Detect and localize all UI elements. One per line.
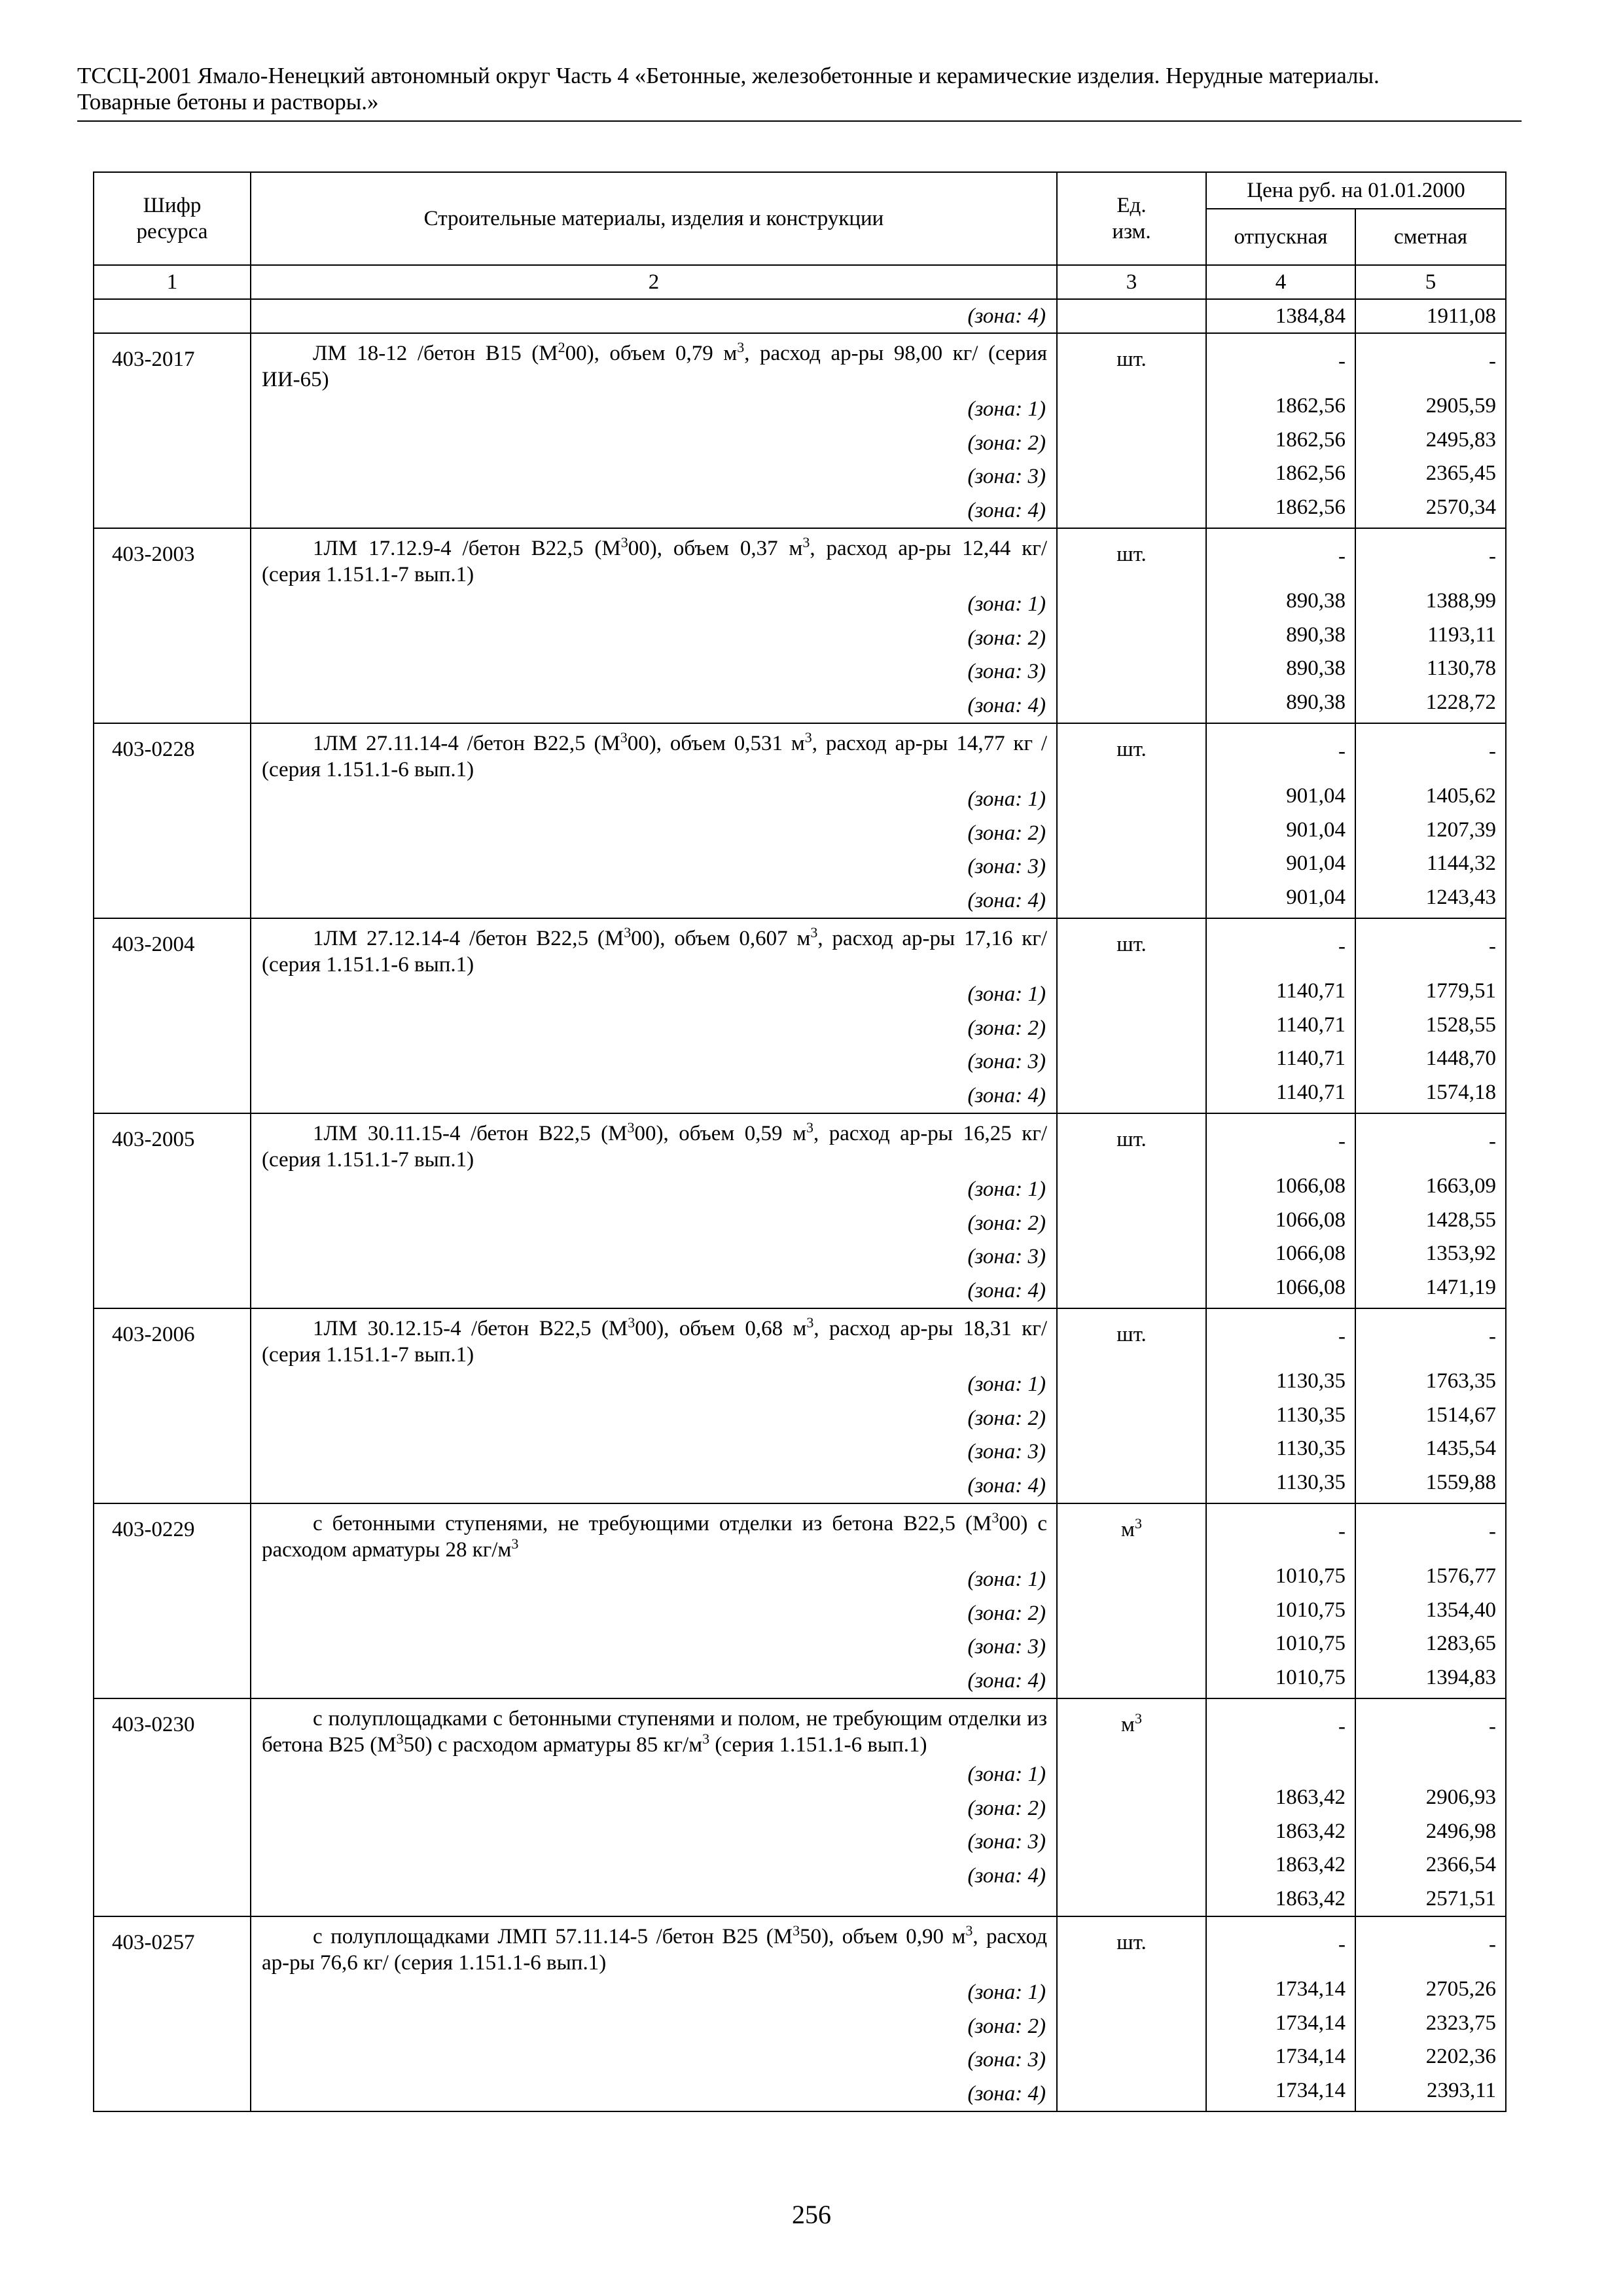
estimate-price: 1471,19 xyxy=(1425,1275,1497,1299)
estimate-price: 2571,51 xyxy=(1425,1886,1497,1910)
release-price: 1010,75 xyxy=(1275,1564,1346,1588)
estimate-price: 1144,32 xyxy=(1426,852,1497,875)
release-price: 1130,35 xyxy=(1275,1470,1346,1494)
zone-label: (зона: 3) xyxy=(967,465,1046,488)
estimate-price: 1559,88 xyxy=(1425,1470,1497,1494)
estimate-price-base: - xyxy=(1489,740,1497,763)
unit-text: шт. xyxy=(1116,348,1147,371)
estimate-price-base: - xyxy=(1489,935,1497,958)
release-price: 1140,71 xyxy=(1275,1080,1346,1104)
unit-text: шт. xyxy=(1116,738,1147,761)
superscript: 3 xyxy=(802,534,810,550)
release-price: 1140,71 xyxy=(1275,979,1346,1003)
release-price: 890,38 xyxy=(1286,622,1346,647)
zone-label: (зона: 4) xyxy=(967,1083,1046,1107)
estimate-price: 2570,34 xyxy=(1425,495,1497,519)
estimate-price: 1528,55 xyxy=(1425,1013,1497,1037)
description-text: 00), объем 0,59 м xyxy=(634,1122,806,1145)
table-row xyxy=(94,723,1506,918)
estimate-price-base: - xyxy=(1489,1933,1497,1956)
zone-label: (зона: 2) xyxy=(967,821,1046,845)
zone-label: (зона: 2) xyxy=(967,1406,1046,1430)
unit-of-measure xyxy=(1058,1504,1205,1543)
release-price-base: - xyxy=(1338,740,1346,763)
release-price: 1010,75 xyxy=(1275,1632,1346,1655)
estimate-price: 1779,51 xyxy=(1425,979,1497,1003)
header-line-1: ТССЦ-2001 Ямало-Ненецкий автономный округ Часть 4 «Бетонные, железобетонные и керамические изделия. Нерудные материалы. xyxy=(77,63,1380,88)
release-price: 1140,71 xyxy=(1275,1013,1346,1037)
release-price: 1130,35 xyxy=(1275,1437,1346,1460)
zone-label: (зона: 1) xyxy=(967,1568,1046,1591)
column-number: 5 xyxy=(1355,265,1506,299)
description-text: , расход ар-ры 98,00 кг/ (серия ИИ-65) xyxy=(262,342,1048,391)
release-price: 1384,84 xyxy=(1275,304,1346,328)
description-text: , расход ар-ры 18,31 кг/ (серия 1.151.1-7 вып.1) xyxy=(262,1317,1048,1367)
superscript: 3 xyxy=(806,1314,814,1331)
zone-label: (зона: 3) xyxy=(967,1050,1046,1073)
description-text: с бетонными ступенями, не требующими отделки из бетона В22,5 (М xyxy=(313,1512,992,1535)
zone-label: (зона: 3) xyxy=(967,2048,1046,2072)
release-price: 1734,14 xyxy=(1275,1977,1346,2001)
unit-of-measure xyxy=(1058,1309,1205,1348)
material-description xyxy=(251,1504,1056,1563)
estimate-price: 1130,78 xyxy=(1426,656,1497,680)
release-price: 901,04 xyxy=(1286,885,1346,909)
resource-code: 403-0228 xyxy=(94,723,251,918)
release-price: 1863,42 xyxy=(1275,1819,1346,1843)
zone-label: (зона: 1) xyxy=(967,787,1046,811)
zone-label: (зона: 3) xyxy=(967,660,1046,683)
release-price: 1862,56 xyxy=(1275,495,1346,519)
resource-code: 403-2003 xyxy=(94,528,251,723)
superscript: 3 xyxy=(702,1731,710,1747)
material-description xyxy=(251,724,1056,783)
zone-label: (зона: 4) xyxy=(967,1863,1046,1888)
material-description xyxy=(251,529,1056,588)
release-price-base: - xyxy=(1338,935,1346,958)
description-text: , расход ар-ры 14,77 кг / (серия 1.151.1-6 вып.1) xyxy=(262,732,1047,781)
unit-superscript: 3 xyxy=(1134,1710,1142,1727)
release-price: 1734,14 xyxy=(1275,2045,1346,2068)
zone-label: (зона: 1) xyxy=(967,1981,1046,2004)
unit-text: м xyxy=(1121,1713,1135,1736)
estimate-price: 1435,54 xyxy=(1425,1437,1497,1460)
superscript: 3 xyxy=(810,924,818,941)
superscript: 3 xyxy=(793,1922,800,1939)
zone-label: (зона: 1) xyxy=(967,397,1046,421)
estimate-price-base: - xyxy=(1489,1325,1497,1348)
release-price: 1863,42 xyxy=(1275,1785,1346,1809)
estimate-price: 2393,11 xyxy=(1426,2078,1497,2102)
unit-text: шт. xyxy=(1116,1128,1147,1151)
estimate-price-base: - xyxy=(1489,545,1497,568)
release-price-base: - xyxy=(1338,1933,1346,1956)
zone-label: (зона: 4) xyxy=(967,2081,1046,2106)
header-name: Строительные материалы, изделия и конструкции xyxy=(251,172,1057,265)
estimate-price: 1576,77 xyxy=(1425,1564,1497,1588)
material-description xyxy=(251,1114,1056,1173)
estimate-price: 1283,65 xyxy=(1425,1632,1497,1655)
resource-code: 403-2017 xyxy=(94,333,251,528)
estimate-price: 1353,92 xyxy=(1425,1242,1497,1265)
description-text: ЛМ 18-12 /бетон В15 (М xyxy=(313,342,558,365)
description-text: , расход ар-ры 16,25 кг/ (серия 1.151.1-7 вып.1) xyxy=(262,1122,1047,1172)
superscript: 3 xyxy=(737,339,745,355)
release-price: 1066,08 xyxy=(1275,1208,1346,1232)
estimate-price: 2365,45 xyxy=(1425,461,1497,485)
zone-label: (зона: 4) xyxy=(967,693,1046,717)
unit-of-measure xyxy=(1058,1114,1205,1153)
material-description xyxy=(251,1917,1056,1976)
zone-label: (зона: 4) xyxy=(967,1473,1046,1498)
price-table xyxy=(93,171,1507,2112)
description-text: 1ЛМ 27.11.14-4 /бетон В22,5 (М xyxy=(313,732,620,755)
estimate-price: 2905,59 xyxy=(1425,394,1497,418)
estimate-price: 1911,08 xyxy=(1426,304,1497,328)
zone-label: (зона: 1) xyxy=(967,592,1046,616)
zone-label: (зона: 3) xyxy=(967,855,1046,878)
estimate-price-base: - xyxy=(1489,350,1497,373)
estimate-price: 1388,99 xyxy=(1425,589,1497,613)
unit-text: м xyxy=(1121,1518,1135,1541)
zone-label: (зона: 3) xyxy=(967,1635,1046,1659)
column-number: 3 xyxy=(1057,265,1206,299)
table-row xyxy=(94,333,1506,528)
empty-code-cell xyxy=(94,299,251,333)
description-text: 00), объем 0,37 м xyxy=(628,537,803,560)
unit-of-measure xyxy=(1058,919,1205,958)
estimate-price: 1428,55 xyxy=(1425,1208,1497,1232)
release-price: 901,04 xyxy=(1286,784,1346,808)
superscript: 3 xyxy=(628,1314,635,1331)
description-text: 1ЛМ 30.11.15-4 /бетон В22,5 (М xyxy=(313,1122,628,1145)
superscript: 3 xyxy=(620,534,628,550)
table-row xyxy=(94,918,1506,1113)
unit-text: шт. xyxy=(1116,933,1147,956)
estimate-price: 1405,62 xyxy=(1425,784,1497,808)
estimate-price: 1763,35 xyxy=(1425,1369,1497,1393)
release-price: 1734,14 xyxy=(1275,2011,1346,2035)
release-price-base: - xyxy=(1338,1520,1346,1543)
estimate-price: 1207,39 xyxy=(1425,817,1497,842)
description-text: , расход ар-ры 17,16 кг/ (серия 1.151.1-6 вып.1) xyxy=(262,927,1048,977)
release-price: 1863,42 xyxy=(1275,1853,1346,1876)
estimate-price: 2366,54 xyxy=(1425,1853,1497,1876)
continuation-row xyxy=(94,299,1506,333)
table-row xyxy=(94,1698,1506,1916)
release-price: 1862,56 xyxy=(1275,394,1346,418)
description-text: с полуплощадками с бетонными ступенями и полом, не требующим отделки из бетона В25 (М xyxy=(262,1707,1047,1757)
release-price: 1130,35 xyxy=(1275,1369,1346,1393)
estimate-price: 1574,18 xyxy=(1425,1080,1497,1104)
resource-code: 403-0257 xyxy=(94,1916,251,2111)
zone-label: (зона: 4) xyxy=(967,1668,1046,1693)
release-price: 890,38 xyxy=(1286,690,1346,714)
release-price: 1862,56 xyxy=(1275,427,1346,452)
material-description xyxy=(251,1699,1056,1758)
release-price-base: - xyxy=(1338,545,1346,568)
page-number: 256 xyxy=(792,2200,831,2229)
description-text: 00) с расходом арматуры 28 кг/м xyxy=(262,1512,1047,1562)
unit-of-measure xyxy=(1058,1699,1205,1738)
estimate-price-base: - xyxy=(1489,1715,1497,1738)
zone-label: (зона: 2) xyxy=(967,1016,1046,1040)
zone-label: (зона: 2) xyxy=(967,626,1046,650)
resource-code: 403-0229 xyxy=(94,1503,251,1698)
superscript: 3 xyxy=(804,729,812,745)
material-description xyxy=(251,919,1056,978)
estimate-price: 2495,83 xyxy=(1425,427,1497,452)
table-row xyxy=(94,1916,1506,2111)
release-price: 890,38 xyxy=(1286,656,1346,680)
zone-label: (зона: 4) xyxy=(967,498,1046,522)
superscript: 3 xyxy=(991,1509,999,1526)
zone-label: (зона: 2) xyxy=(967,2014,1046,2038)
estimate-price: 1448,70 xyxy=(1425,1047,1497,1070)
zone-label: (зона: 1) xyxy=(967,1763,1046,1786)
zone-label: (зона: 2) xyxy=(967,1211,1046,1235)
description-text: , расход ар-ры 12,44 кг/ (серия 1.151.1-7 вып.1) xyxy=(262,537,1048,586)
column-number: 2 xyxy=(251,265,1057,299)
superscript: 3 xyxy=(396,1731,404,1747)
superscript: 3 xyxy=(627,1119,635,1136)
description-text: 00), объем 0,68 м xyxy=(635,1317,807,1340)
estimate-price: 1193,11 xyxy=(1427,622,1497,647)
zone-label: (зона: 1) xyxy=(967,1177,1046,1201)
zone-label: (зона: 4) xyxy=(967,1278,1046,1302)
estimate-price-base: - xyxy=(1489,1520,1497,1543)
description-text: (серия 1.151.1-6 вып.1) xyxy=(709,1733,927,1757)
empty-unit-cell xyxy=(1057,299,1206,333)
release-price-base: - xyxy=(1338,1325,1346,1348)
description-text: 1ЛМ 17.12.9-4 /бетон В22,5 (М xyxy=(313,537,621,560)
header-release-price: отпускная xyxy=(1206,209,1355,265)
release-price: 1010,75 xyxy=(1275,1665,1346,1689)
description-text: 1ЛМ 30.12.15-4 /бетон В22,5 (М xyxy=(313,1317,628,1340)
table-row xyxy=(94,528,1506,723)
zone-label: (зона: 3) xyxy=(967,1245,1046,1268)
release-price: 1140,71 xyxy=(1275,1047,1346,1070)
resource-code: 403-2004 xyxy=(94,918,251,1113)
estimate-price-base: - xyxy=(1489,1130,1497,1153)
header-unit: Ед. изм. xyxy=(1057,172,1206,265)
release-price-base: - xyxy=(1338,350,1346,373)
zone-label: (зона: 1) xyxy=(967,982,1046,1006)
zone-label: (зона: 1) xyxy=(967,1372,1046,1396)
superscript: 3 xyxy=(511,1535,519,1552)
release-price: 890,38 xyxy=(1286,589,1346,613)
description-text: 00), объем 0,531 м xyxy=(627,732,805,755)
description-text: 50) с расходом арматуры 85 кг/м xyxy=(403,1733,703,1757)
resource-code: 403-2006 xyxy=(94,1308,251,1503)
estimate-price: 1243,43 xyxy=(1425,885,1497,909)
resource-code: 403-0230 xyxy=(94,1698,251,1916)
estimate-price: 1354,40 xyxy=(1425,1598,1497,1622)
header-estimate-price: сметная xyxy=(1355,209,1506,265)
release-price: 1734,14 xyxy=(1275,2078,1346,2102)
estimate-price: 2705,26 xyxy=(1425,1977,1497,2001)
header-line-2: Товарные бетоны и растворы.» xyxy=(77,89,379,115)
header-code: Шифр ресурса xyxy=(94,172,251,265)
zone-label: (зона: 2) xyxy=(967,431,1046,455)
release-price: 1066,08 xyxy=(1275,1242,1346,1265)
description-text: 1ЛМ 27.12.14-4 /бетон В22,5 (М xyxy=(313,927,624,950)
release-price: 1010,75 xyxy=(1275,1598,1346,1622)
superscript: 2 xyxy=(558,339,565,355)
release-price: 901,04 xyxy=(1286,852,1346,875)
unit-superscript: 3 xyxy=(1134,1515,1142,1532)
estimate-price: 1663,09 xyxy=(1425,1174,1497,1198)
zone-label: (зона: 4) xyxy=(967,888,1046,912)
release-price: 1863,42 xyxy=(1275,1886,1346,1910)
zone-label: (зона: 3) xyxy=(967,1440,1046,1463)
zone-label: (зона: 2) xyxy=(967,1796,1046,1820)
table-row xyxy=(94,1308,1506,1503)
release-price-base: - xyxy=(1338,1130,1346,1153)
page-header xyxy=(77,63,1517,115)
material-description xyxy=(251,1309,1056,1368)
estimate-price: 2323,75 xyxy=(1425,2011,1497,2035)
description-text: 00), объем 0,79 м xyxy=(565,342,738,365)
description-text: 00), объем 0,607 м xyxy=(631,927,811,950)
unit-text: шт. xyxy=(1116,1323,1147,1346)
description-text: с полуплощадками ЛМП 57.11.14-5 /бетон В25 (М xyxy=(313,1925,793,1948)
unit-text: шт. xyxy=(1116,1931,1147,1954)
unit-of-measure xyxy=(1058,529,1205,568)
release-price: 1066,08 xyxy=(1275,1275,1346,1299)
estimate-price: 2906,93 xyxy=(1425,1785,1497,1809)
estimate-price: 1394,83 xyxy=(1425,1665,1497,1689)
header-rule xyxy=(77,120,1522,122)
release-price: 1862,56 xyxy=(1275,461,1346,485)
description-text: , расход ар-ры 76,6 кг/ (серия 1.151.1-6 вып.1) xyxy=(262,1925,1047,1975)
unit-text: шт. xyxy=(1116,543,1147,566)
superscript: 3 xyxy=(620,729,628,745)
unit-of-measure xyxy=(1058,334,1205,373)
release-price: 1066,08 xyxy=(1275,1174,1346,1198)
estimate-price: 1514,67 xyxy=(1425,1403,1497,1427)
description-text: 50), объем 0,90 м xyxy=(800,1925,966,1948)
zone-label: (зона: 4) xyxy=(967,304,1046,328)
release-price-base: - xyxy=(1338,1715,1346,1738)
superscript: 3 xyxy=(624,924,632,941)
material-description xyxy=(251,334,1056,393)
zone-label: (зона: 3) xyxy=(967,1830,1046,1854)
release-price: 901,04 xyxy=(1286,817,1346,842)
estimate-price: 2496,98 xyxy=(1425,1819,1497,1843)
estimate-price: 1228,72 xyxy=(1425,690,1497,714)
resource-code: 403-2005 xyxy=(94,1113,251,1308)
superscript: 3 xyxy=(965,1922,973,1939)
unit-of-measure xyxy=(1058,724,1205,763)
table-row xyxy=(94,1503,1506,1698)
column-number: 4 xyxy=(1206,265,1355,299)
superscript: 3 xyxy=(806,1119,813,1136)
unit-of-measure xyxy=(1058,1917,1205,1956)
table-row xyxy=(94,1113,1506,1308)
zone-label: (зона: 2) xyxy=(967,1601,1046,1625)
estimate-price: 2202,36 xyxy=(1425,2045,1497,2068)
header-price-group: Цена руб. на 01.01.2000 xyxy=(1206,172,1506,209)
release-price: 1130,35 xyxy=(1275,1403,1346,1427)
column-number: 1 xyxy=(94,265,251,299)
